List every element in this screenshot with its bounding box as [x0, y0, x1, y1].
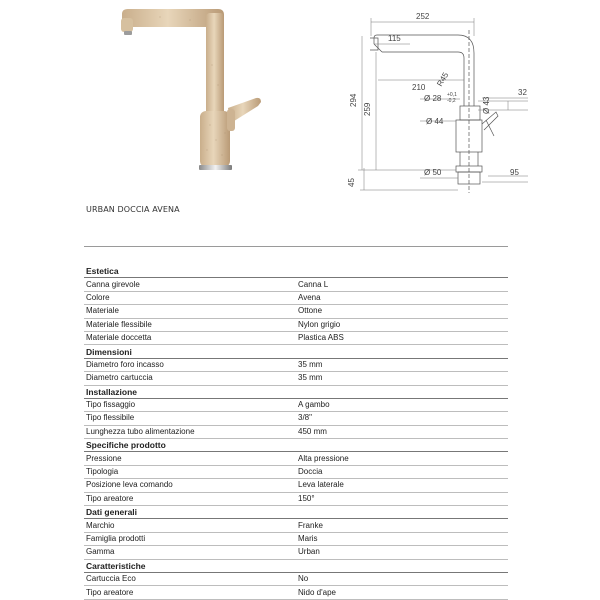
spec-value: 35 mm	[296, 372, 508, 385]
spec-value: A gambo	[296, 398, 508, 411]
spec-key: Posizione leva comando	[84, 479, 296, 492]
spec-value: Leva laterale	[296, 479, 508, 492]
dim-tol-minus: -0,2	[447, 98, 456, 104]
spec-key: Tipo areatore	[84, 492, 296, 505]
dim-259: 259	[363, 102, 372, 116]
spec-table	[84, 265, 508, 600]
spec-value: 150°	[296, 492, 508, 505]
table-row	[84, 412, 508, 425]
faucet-photo	[100, 5, 280, 183]
section-caratteristiche: Caratteristiche	[84, 559, 508, 572]
spec-value: No	[296, 572, 508, 585]
section-estetica: Estetica	[84, 265, 508, 278]
table-row	[84, 358, 508, 371]
spec-key: Marchio	[84, 519, 296, 532]
spec-key: Canna girevole	[84, 278, 296, 291]
dim-o43: Ø 43	[482, 96, 491, 114]
table-row	[84, 331, 508, 344]
table-row	[84, 318, 508, 331]
spec-value: Franke	[296, 519, 508, 532]
table-row	[84, 278, 508, 291]
section-installazione: Installazione	[84, 385, 508, 398]
spec-key: Pressione	[84, 452, 296, 465]
table-row	[84, 586, 508, 599]
dim-32: 32	[518, 88, 527, 97]
spec-key: Tipo flessibile	[84, 412, 296, 425]
table-row	[84, 398, 508, 411]
dim-210: 210	[412, 83, 426, 92]
spec-key: Materiale flessibile	[84, 318, 296, 331]
spec-value: 3/8"	[296, 412, 508, 425]
dim-o28: Ø 28	[424, 94, 442, 103]
table-row	[84, 452, 508, 465]
spec-value: Urban	[296, 546, 508, 559]
table-row	[84, 372, 508, 385]
spec-key: Diametro foro incasso	[84, 358, 296, 371]
dim-o50: Ø 50	[424, 168, 442, 177]
table-row	[84, 425, 508, 438]
dim-95: 95	[510, 168, 519, 177]
spec-key: Tipo areatore	[84, 586, 296, 599]
spec-key: Materiale doccetta	[84, 331, 296, 344]
spec-key: Diametro cartuccia	[84, 372, 296, 385]
table-row	[84, 546, 508, 559]
spec-value: Alta pressione	[296, 452, 508, 465]
spec-key: Tipologia	[84, 465, 296, 478]
spec-value: 35 mm	[296, 358, 508, 371]
spec-value: Ottone	[296, 305, 508, 318]
spec-key: Colore	[84, 291, 296, 304]
section-specifiche-prodotto: Specifiche prodotto	[84, 439, 508, 452]
spec-value: Plastica ABS	[296, 331, 508, 344]
table-row	[84, 492, 508, 505]
dim-45: 45	[347, 178, 356, 187]
spec-value: Nido d'ape	[296, 586, 508, 599]
product-title: URBAN DOCCIA AVENA	[86, 205, 180, 214]
table-row	[84, 479, 508, 492]
spec-key: Materiale	[84, 305, 296, 318]
spec-key: Lunghezza tubo alimentazione	[84, 425, 296, 438]
spec-key: Famiglia prodotti	[84, 532, 296, 545]
dim-115: 115	[388, 34, 401, 43]
spec-value: Doccia	[296, 465, 508, 478]
table-row	[84, 532, 508, 545]
divider	[84, 246, 508, 247]
spec-value: Maris	[296, 532, 508, 545]
dim-294: 294	[349, 93, 358, 107]
technical-drawing	[348, 8, 598, 198]
spec-value: Canna L	[296, 278, 508, 291]
spec-key: Gamma	[84, 546, 296, 559]
dim-o44: Ø 44	[426, 117, 444, 126]
table-row	[84, 305, 508, 318]
section-dati-generali: Dati generali	[84, 506, 508, 519]
table-row	[84, 519, 508, 532]
spec-value: 450 mm	[296, 425, 508, 438]
spec-value: Nylon grigio	[296, 318, 508, 331]
spec-key: Tipo fissaggio	[84, 398, 296, 411]
dim-r45: R45	[435, 70, 451, 89]
table-row	[84, 465, 508, 478]
section-dimensioni: Dimensioni	[84, 345, 508, 358]
spec-key: Cartuccia Eco	[84, 572, 296, 585]
table-row	[84, 572, 508, 585]
table-row	[84, 291, 508, 304]
dim-252: 252	[416, 12, 430, 21]
spec-value: Avena	[296, 291, 508, 304]
dim-tol-plus: +0,1	[447, 92, 457, 98]
